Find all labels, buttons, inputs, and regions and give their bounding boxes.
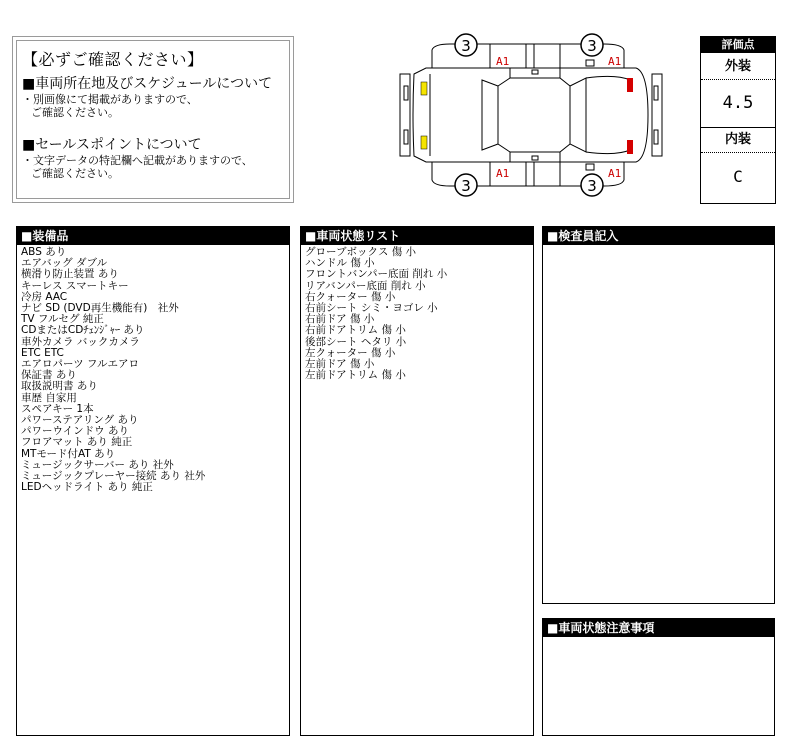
condition-title: ■車両状態リスト — [301, 227, 533, 245]
list-item: 冷房 AAC — [21, 290, 68, 303]
damage-code-bottom-left: A1 — [496, 167, 510, 180]
list-item: 保証書 あり — [21, 369, 77, 382]
list-item: エアロパーツ フルエアロ — [21, 358, 139, 371]
list-item: CDまたはCDﾁｪﾝｼﾞｬｰ あり — [21, 324, 145, 337]
top-left-side-panel — [432, 44, 526, 68]
bottom-left-side-panel — [432, 162, 526, 186]
notes-panel — [542, 618, 775, 736]
list-item: 右前シート シミ・ヨゴレ 小 — [305, 302, 438, 315]
list-item: 右前ドア 傷 小 — [305, 313, 375, 326]
list-item: MTモード付AT あり — [21, 447, 116, 460]
equipment-title: ■装備品 — [17, 227, 289, 245]
inspector-title: ■検査員記入 — [543, 227, 774, 245]
list-item: パワーウインドウ あり — [21, 425, 130, 438]
list-item: ABS あり — [21, 246, 67, 258]
notice-section2-line1: ・文字データの特記欄へ記載がありますので、 — [22, 154, 253, 167]
list-item: 左前ドア 傷 小 — [305, 358, 375, 371]
list-item: フロアマット あり 純正 — [21, 436, 133, 449]
windshield — [570, 78, 586, 152]
rear-window — [482, 80, 498, 150]
equipment-panel — [16, 226, 290, 736]
condition-panel — [300, 226, 534, 736]
circle-number-bottom-left: 3 — [461, 177, 471, 195]
list-item: 車外カメラ バックカメラ — [21, 335, 140, 348]
list-item: フロントバンパー底面 削れ 小 — [305, 268, 448, 281]
inspector-panel — [542, 226, 775, 604]
list-item: 右クォーター 傷 小 — [305, 290, 396, 303]
list-item: 後部シート ヘタリ 小 — [305, 335, 407, 348]
grade-interior-label: 内装 — [701, 127, 775, 153]
list-item: グローブボックス 傷 小 — [305, 246, 417, 258]
notes-title: ■車両状態注意事項 — [543, 619, 774, 637]
damage-code-bottom-right: A1 — [608, 167, 622, 180]
circle-number-top-left: 3 — [461, 37, 471, 55]
list-item: ミュージックプレーヤー接続 あり 社外 — [21, 470, 206, 483]
grade-interior-value: C — [733, 167, 743, 186]
list-item: 左クォーター 傷 小 — [305, 346, 396, 359]
notice-section2-heading: ■セールスポイントについて — [22, 137, 202, 153]
circle-number-bottom-right: 3 — [587, 177, 597, 195]
car-body-outline — [413, 68, 648, 162]
grade-box — [700, 36, 776, 204]
rear-left-light — [421, 82, 427, 95]
list-item: キーレス スマートキー — [21, 279, 129, 292]
notice-box — [12, 36, 294, 203]
front-left-light — [627, 78, 633, 92]
grade-exterior-label: 外装 — [701, 55, 775, 80]
list-item: エアバッグ ダブル — [21, 257, 108, 270]
list-item: スペアキー 1本 — [21, 402, 94, 415]
list-item: TV フルセグ 純正 — [21, 313, 104, 326]
equipment-list — [17, 245, 289, 493]
damage-code-top-left: A1 — [496, 55, 510, 68]
list-item: ナビ SD (DVD再生機能有) 社外 — [21, 302, 179, 315]
list-item: パワーステアリング あり — [21, 414, 139, 427]
notice-section2-line2: ご確認ください。 — [31, 167, 119, 180]
rear-right-light — [421, 136, 427, 149]
list-item: 車歴 自家用 — [21, 391, 77, 404]
car-damage-diagram — [390, 30, 670, 200]
roof — [498, 78, 570, 152]
list-item: 横滑り防止装置 あり — [21, 268, 119, 281]
condition-list — [301, 245, 533, 381]
damage-code-top-right: A1 — [608, 55, 622, 68]
notice-section1-line1: ・別画像にて掲載がありますので、 — [22, 93, 198, 106]
grade-header: 評価点 — [701, 37, 775, 53]
notice-title: 【必ずご確認ください】 — [22, 50, 204, 69]
list-item: 取扱説明書 あり — [21, 380, 98, 393]
list-item: ハンドル 傷 小 — [305, 257, 375, 270]
list-item: リアバンパー底面 削れ 小 — [305, 279, 426, 292]
front-right-light — [627, 140, 633, 154]
list-item: LEDヘッドライト あり 純正 — [21, 481, 153, 494]
notice-section1-heading: ■車両所在地及びスケジュールについて — [22, 76, 273, 92]
list-item: 右前ドアトリム 傷 小 — [305, 324, 406, 337]
list-item: ETC ETC — [21, 346, 64, 359]
list-item: ミュージックサーバー あり 社外 — [21, 458, 174, 471]
circle-number-top-right: 3 — [587, 37, 597, 55]
notice-section1-line2: ご確認ください。 — [31, 106, 119, 119]
list-item: 左前ドアトリム 傷 小 — [305, 369, 406, 382]
grade-exterior-value: 4.5 — [722, 93, 754, 113]
notice-inner-frame — [16, 40, 290, 199]
